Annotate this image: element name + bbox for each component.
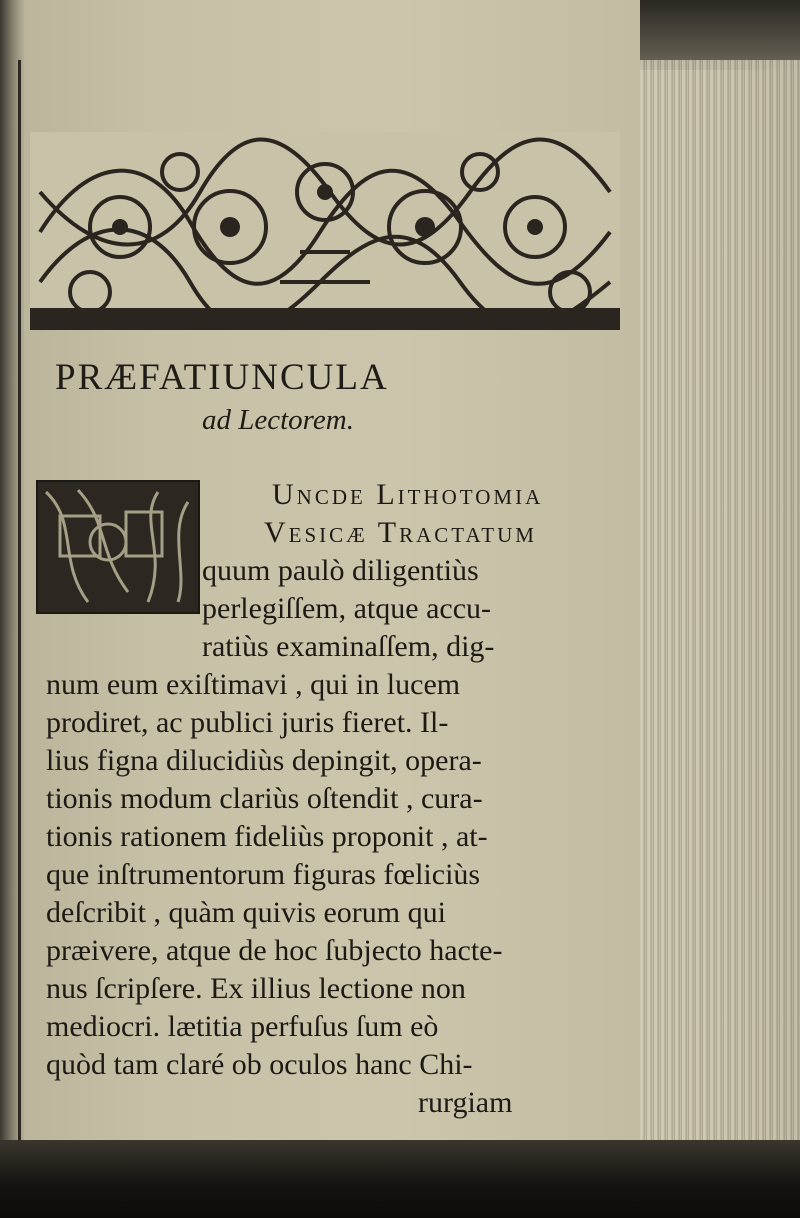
text-line: tionis rationem fideliùs proponit , at- bbox=[46, 820, 488, 853]
text-line: Vesicæ Tractatum bbox=[264, 516, 537, 549]
floral-headpiece-ornament-icon bbox=[30, 132, 620, 330]
text-line: quòd tam claré ob oculos hanc Chi- bbox=[46, 1048, 473, 1081]
text-line: nus ſcripſere. Ex illius lectione non bbox=[46, 972, 466, 1005]
text-line: deſcribit , quàm quivis eorum qui bbox=[46, 896, 446, 929]
page-title: PRÆFATIUNCULA bbox=[55, 357, 389, 398]
page-subtitle: ad Lectorem. bbox=[202, 404, 354, 436]
text-line: lius figna dilucidiùs depingit, opera- bbox=[46, 744, 482, 777]
text-line: prodiret, ac publici juris fieret. Il- bbox=[46, 706, 449, 739]
text-line: quum paulò diligentiùs bbox=[202, 554, 479, 587]
text-line: tionis modum clariùs oſtendit , cura- bbox=[46, 782, 483, 815]
page-edges bbox=[640, 60, 800, 1150]
text-line: que inſtrumentorum figuras fœliciùs bbox=[46, 858, 481, 891]
page-border-rule bbox=[18, 60, 21, 1160]
text-line: perlegiſſem, atque accu- bbox=[202, 592, 492, 625]
text-line: ratiùs examinaſſem, dig- bbox=[202, 630, 495, 663]
text-line: num eum exiſtimavi , qui in lucem bbox=[46, 668, 461, 701]
decorated-initial-V-icon bbox=[36, 480, 200, 614]
text-line: præivere, atque de hoc ſubjecto hacte- bbox=[46, 934, 503, 967]
text-line: mediocri. lætitia perfuſus ſum eò bbox=[46, 1010, 439, 1043]
catchword: rurgiam bbox=[418, 1086, 513, 1119]
text-line: Uncde Lithotomia bbox=[272, 478, 544, 511]
background-shadow-bottom bbox=[0, 1140, 800, 1218]
